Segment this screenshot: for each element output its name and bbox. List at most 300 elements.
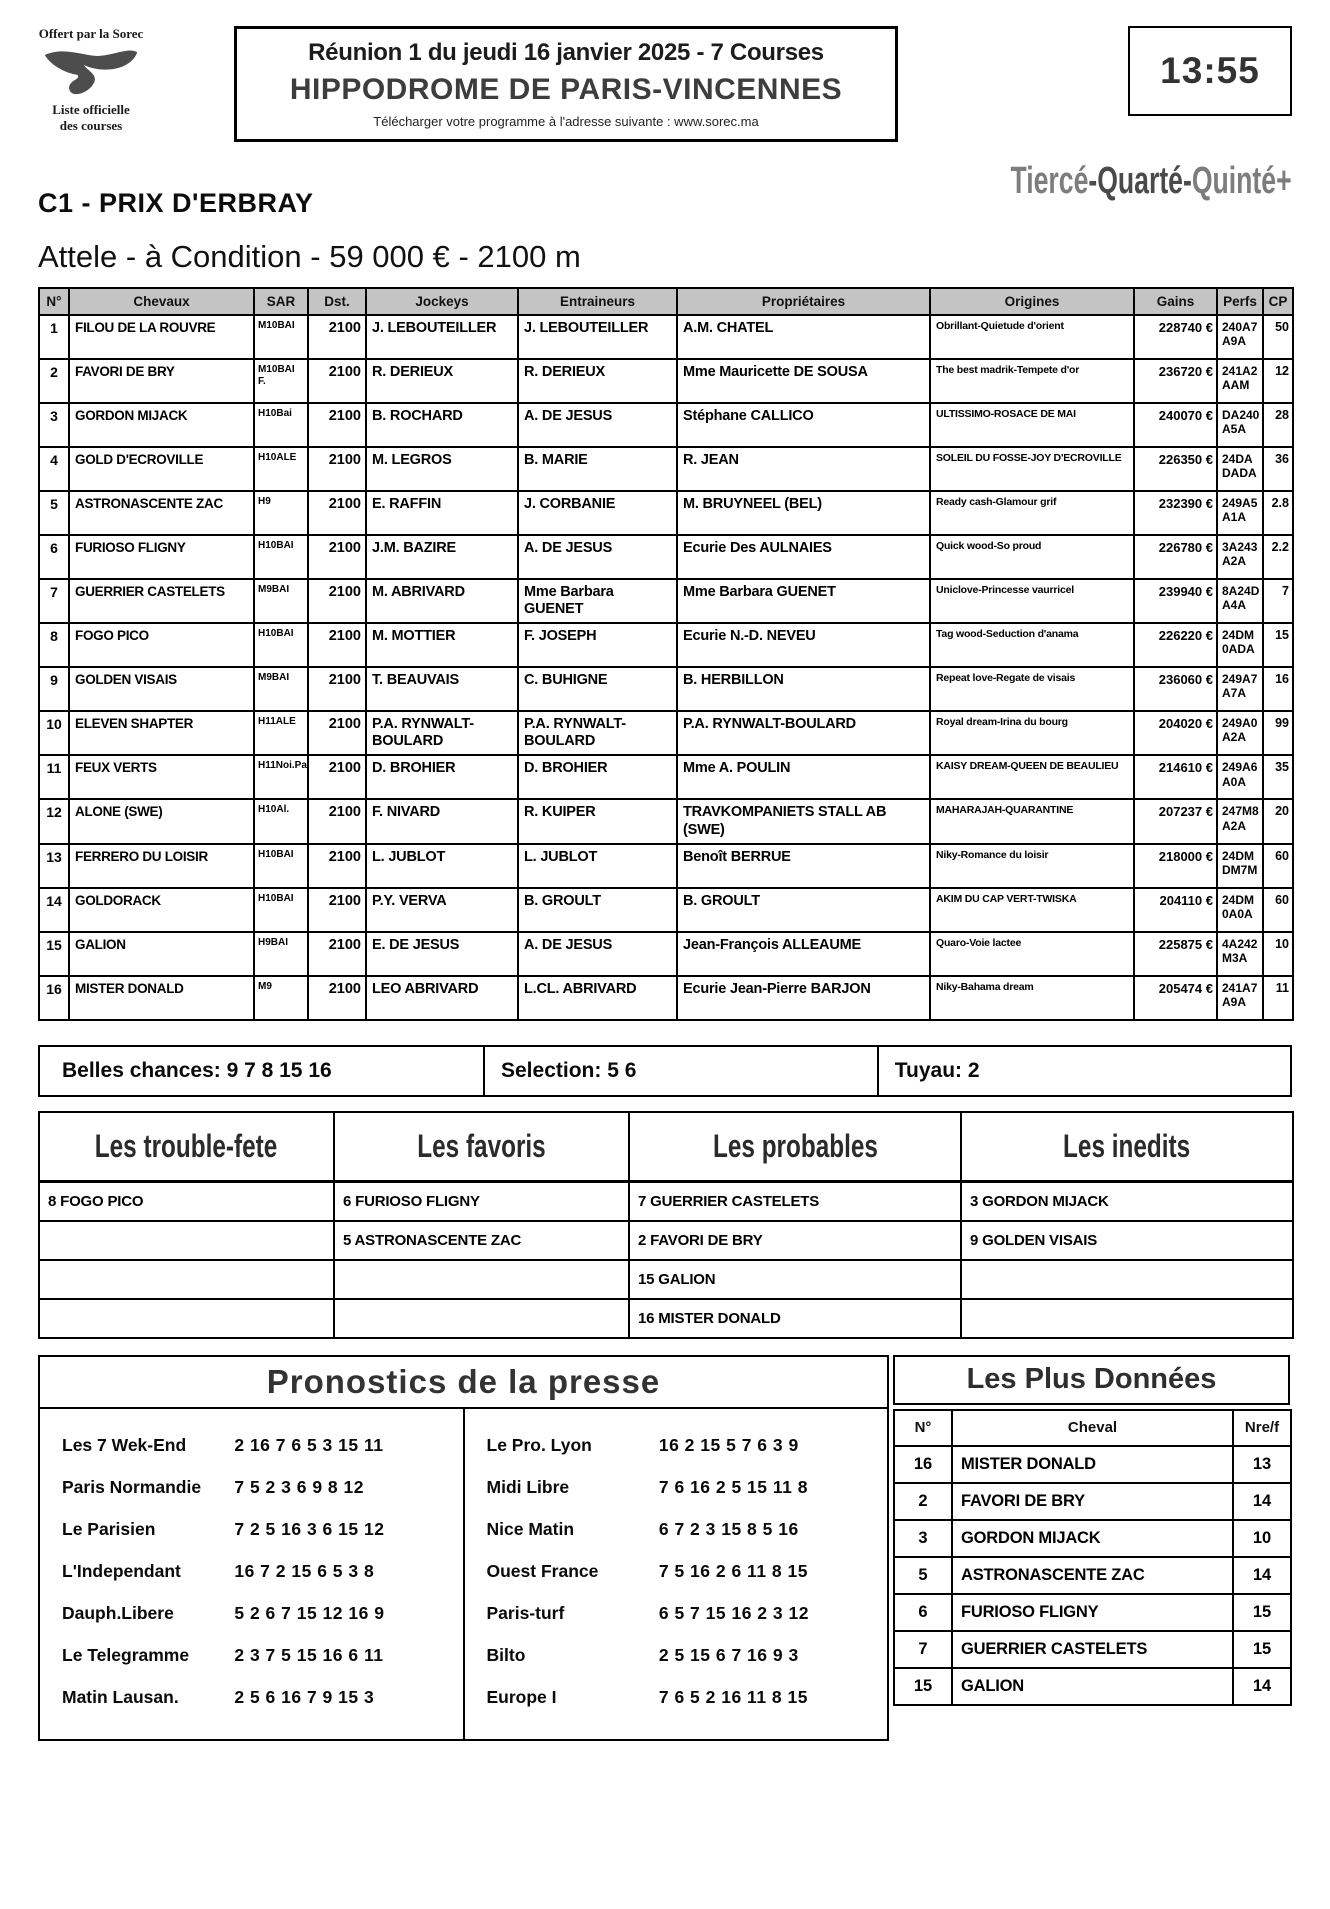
runner-name: GORDON MIJACK bbox=[69, 403, 254, 447]
runner-earnings: 228740 € bbox=[1134, 315, 1217, 359]
plus-horse-nref: 15 bbox=[1233, 1594, 1291, 1631]
summary-cell-favoris bbox=[334, 1260, 629, 1299]
runner-row bbox=[39, 932, 1293, 976]
plus-donnees-row bbox=[894, 1557, 1291, 1594]
belles-chances: Belles chances: 9 7 8 15 16 bbox=[40, 1047, 485, 1095]
runner-earnings: 226780 € bbox=[1134, 535, 1217, 579]
summary-cell-inedits bbox=[961, 1299, 1293, 1338]
runner-cp: 20 bbox=[1263, 799, 1293, 843]
chances-bar bbox=[38, 1045, 1292, 1097]
runner-sar: H9BAI bbox=[254, 932, 308, 976]
press-forecasts-box bbox=[38, 1355, 889, 1741]
runner-distance: 2100 bbox=[308, 403, 366, 447]
runner-perfs: 249A6A0A bbox=[1217, 755, 1263, 799]
runner-distance: 2100 bbox=[308, 491, 366, 535]
press-forecast-numbers: 16 2 15 5 7 6 3 9 bbox=[658, 1435, 799, 1456]
press-forecast-numbers: 2 5 15 6 7 16 9 3 bbox=[658, 1645, 799, 1666]
press-outlet-name: Dauph.Libere bbox=[62, 1603, 174, 1624]
bet-types-banner bbox=[1011, 160, 1292, 203]
runner-earnings: 205474 € bbox=[1134, 976, 1217, 1020]
runner-name: ASTRONASCENTE ZAC bbox=[69, 491, 254, 535]
selection: Selection: 5 6 bbox=[485, 1047, 879, 1095]
runner-earnings: 204110 € bbox=[1134, 888, 1217, 932]
runner-trainer: C. BUHIGNE bbox=[518, 667, 677, 711]
runner-sar: M10BAI bbox=[254, 315, 308, 359]
runner-row bbox=[39, 359, 1293, 403]
summary-cell-probables: 2 FAVORI DE BRY bbox=[629, 1221, 961, 1260]
press-column-right bbox=[465, 1409, 888, 1739]
press-forecast-row bbox=[465, 1551, 888, 1593]
press-outlet-name: Paris Normandie bbox=[62, 1477, 202, 1498]
runner-name: FERRERO DU LOISIR bbox=[69, 844, 254, 888]
runner-name: FAVORI DE BRY bbox=[69, 359, 254, 403]
runner-cp: 11 bbox=[1263, 976, 1293, 1020]
press-forecasts-title: Pronostics de la presse bbox=[40, 1357, 887, 1409]
runner-name: GOLDEN VISAIS bbox=[69, 667, 254, 711]
race-line bbox=[38, 160, 1292, 219]
bet-type-quarte: -Quarté- bbox=[1088, 160, 1193, 202]
runners-body bbox=[39, 315, 1293, 1020]
plus-horse-number: 15 bbox=[894, 1668, 952, 1705]
runner-origins: Uniclove-Princesse vaurricel bbox=[930, 579, 1134, 623]
plus-donnees-row bbox=[894, 1631, 1291, 1668]
press-outlet-name: Matin Lausan. bbox=[62, 1687, 179, 1708]
runner-perfs: 241A7A9A bbox=[1217, 976, 1263, 1020]
runner-origins: Royal dream-Irina du bourg bbox=[930, 711, 1134, 755]
runner-distance: 2100 bbox=[308, 535, 366, 579]
runner-cp: 2.8 bbox=[1263, 491, 1293, 535]
runner-cp: 7 bbox=[1263, 579, 1293, 623]
runner-sar: H10BAI bbox=[254, 623, 308, 667]
runner-row bbox=[39, 535, 1293, 579]
race-title: C1 - PRIX D'ERBRAY bbox=[38, 188, 314, 218]
runner-owner: Jean-François ALLEAUME bbox=[677, 932, 930, 976]
runner-perfs: 8A24DA4A bbox=[1217, 579, 1263, 623]
summary-row bbox=[39, 1260, 1293, 1299]
runner-distance: 2100 bbox=[308, 315, 366, 359]
runner-jockey: L. JUBLOT bbox=[366, 844, 518, 888]
column-header: Perfs bbox=[1217, 288, 1263, 315]
runner-distance: 2100 bbox=[308, 799, 366, 843]
press-forecast-numbers: 5 2 6 7 15 12 16 9 bbox=[234, 1603, 385, 1624]
runner-number: 9 bbox=[39, 667, 69, 711]
runner-jockey: LEO ABRIVARD bbox=[366, 976, 518, 1020]
runner-jockey: F. NIVARD bbox=[366, 799, 518, 843]
runner-cp: 36 bbox=[1263, 447, 1293, 491]
runner-sar: H11ALE bbox=[254, 711, 308, 755]
runner-jockey: P.Y. VERVA bbox=[366, 888, 518, 932]
column-header: Entraineurs bbox=[518, 288, 677, 315]
press-columns bbox=[40, 1409, 887, 1739]
runner-row bbox=[39, 711, 1293, 755]
runner-origins: ULTISSIMO-ROSACE DE MAI bbox=[930, 403, 1134, 447]
runner-trainer: F. JOSEPH bbox=[518, 623, 677, 667]
press-forecast-numbers: 7 5 2 3 6 9 8 12 bbox=[234, 1477, 364, 1498]
logo-caption-top: Offert par la Sorec bbox=[38, 26, 144, 41]
summary-cell-trouble-fete bbox=[39, 1260, 334, 1299]
runner-number: 14 bbox=[39, 888, 69, 932]
runner-cp: 28 bbox=[1263, 403, 1293, 447]
runner-earnings: 240070 € bbox=[1134, 403, 1217, 447]
runner-earnings: 226350 € bbox=[1134, 447, 1217, 491]
runner-owner: B. GROULT bbox=[677, 888, 930, 932]
press-outlet-name: Le Pro. Lyon bbox=[486, 1435, 592, 1456]
press-forecast-row bbox=[40, 1467, 463, 1509]
summary-cell-probables: 15 GALION bbox=[629, 1260, 961, 1299]
press-forecast-row bbox=[40, 1551, 463, 1593]
press-forecast-row bbox=[465, 1467, 888, 1509]
runner-earnings: 232390 € bbox=[1134, 491, 1217, 535]
runner-name: FEUX VERTS bbox=[69, 755, 254, 799]
runner-sar: H10ALE bbox=[254, 447, 308, 491]
runner-trainer: L.CL. ABRIVARD bbox=[518, 976, 677, 1020]
runner-sar: H9 bbox=[254, 491, 308, 535]
header-band bbox=[30, 26, 1292, 142]
runner-cp: 60 bbox=[1263, 888, 1293, 932]
runner-row bbox=[39, 755, 1293, 799]
runner-perfs: 3A243A2A bbox=[1217, 535, 1263, 579]
runner-cp: 10 bbox=[1263, 932, 1293, 976]
runner-sar: H10Bai bbox=[254, 403, 308, 447]
press-forecast-row bbox=[465, 1509, 888, 1551]
plus-donnees-row bbox=[894, 1594, 1291, 1631]
runner-jockey: E. DE JESUS bbox=[366, 932, 518, 976]
plus-horse-number: 5 bbox=[894, 1557, 952, 1594]
press-outlet-name: Le Telegramme bbox=[62, 1645, 190, 1666]
runner-name: ELEVEN SHAPTER bbox=[69, 711, 254, 755]
runner-number: 4 bbox=[39, 447, 69, 491]
runner-owner: Ecurie N.-D. NEVEU bbox=[677, 623, 930, 667]
meeting-title-box bbox=[234, 26, 898, 142]
runner-origins: KAISY DREAM-QUEEN DE BEAULIEU bbox=[930, 755, 1134, 799]
press-forecast-numbers: 2 3 7 5 15 16 6 11 bbox=[234, 1645, 384, 1666]
press-outlet-name: Ouest France bbox=[486, 1561, 599, 1582]
runner-origins: Tag wood-Seduction d'anama bbox=[930, 623, 1134, 667]
runner-origins: AKIM DU CAP VERT-TWISKA bbox=[930, 888, 1134, 932]
summary-column-header bbox=[629, 1112, 961, 1182]
summary-cell-trouble-fete bbox=[39, 1221, 334, 1260]
summary-column-header bbox=[39, 1112, 334, 1182]
press-forecast-numbers: 7 6 16 2 5 15 11 8 bbox=[658, 1477, 808, 1498]
press-forecast-numbers: 16 7 2 15 6 5 3 8 bbox=[234, 1561, 375, 1582]
plus-horse-nref: 10 bbox=[1233, 1520, 1291, 1557]
summary-cell-trouble-fete: 8 FOGO PICO bbox=[39, 1182, 334, 1221]
runner-earnings: 214610 € bbox=[1134, 755, 1217, 799]
plus-horse-nref: 14 bbox=[1233, 1557, 1291, 1594]
runner-sar: H10BAI bbox=[254, 844, 308, 888]
runner-distance: 2100 bbox=[308, 447, 366, 491]
runner-owner: B. HERBILLON bbox=[677, 667, 930, 711]
press-outlet-name: Le Parisien bbox=[62, 1519, 156, 1540]
summary-cell-trouble-fete bbox=[39, 1299, 334, 1338]
runner-owner: TRAVKOMPANIETS STALL AB (SWE) bbox=[677, 799, 930, 843]
summary-cell-favoris: 6 FURIOSO FLIGNY bbox=[334, 1182, 629, 1221]
summary-cell-probables: 16 MISTER DONALD bbox=[629, 1299, 961, 1338]
tuyau: Tuyau: 2 bbox=[894, 1058, 980, 1082]
plus-horse-name: GALION bbox=[952, 1668, 1233, 1705]
press-forecast-row bbox=[465, 1593, 888, 1635]
press-forecast-numbers: 2 16 7 6 5 3 15 11 bbox=[234, 1435, 384, 1456]
hippodrome-name: HIPPODROME DE PARIS-VINCENNES bbox=[289, 73, 843, 106]
runner-owner: Ecurie Des AULNAIES bbox=[677, 535, 930, 579]
runner-sar: H10BAI bbox=[254, 535, 308, 579]
runner-number: 10 bbox=[39, 711, 69, 755]
runner-number: 12 bbox=[39, 799, 69, 843]
runner-owner: M. BRUYNEEL (BEL) bbox=[677, 491, 930, 535]
runner-number: 15 bbox=[39, 932, 69, 976]
runner-sar: M10BAI F. bbox=[254, 359, 308, 403]
summary-cell-favoris: 5 ASTRONASCENTE ZAC bbox=[334, 1221, 629, 1260]
press-forecast-numbers: 7 2 5 16 3 6 15 12 bbox=[234, 1519, 385, 1540]
runner-jockey: J.M. BAZIRE bbox=[366, 535, 518, 579]
plus-horse-nref: 15 bbox=[1233, 1631, 1291, 1668]
runner-cp: 35 bbox=[1263, 755, 1293, 799]
runner-row bbox=[39, 491, 1293, 535]
column-header: CP bbox=[1263, 288, 1293, 315]
runner-earnings: 239940 € bbox=[1134, 579, 1217, 623]
runner-cp: 99 bbox=[1263, 711, 1293, 755]
plus-donnees-row bbox=[894, 1446, 1291, 1483]
runner-trainer: Mme Barbara GUENET bbox=[518, 579, 677, 623]
runner-jockey: M. LEGROS bbox=[366, 447, 518, 491]
plus-horse-name: MISTER DONALD bbox=[952, 1446, 1233, 1483]
plus-donnees-table bbox=[893, 1409, 1292, 1706]
runner-distance: 2100 bbox=[308, 667, 366, 711]
runner-sar: M9BAI bbox=[254, 579, 308, 623]
logo-caption-line1: Liste officielle bbox=[52, 102, 130, 117]
runner-sar: H10BAI bbox=[254, 888, 308, 932]
runner-number: 7 bbox=[39, 579, 69, 623]
press-forecast-row bbox=[465, 1677, 888, 1719]
plus-horse-name: ASTRONASCENTE ZAC bbox=[952, 1557, 1233, 1594]
runner-perfs: 249A0A2A bbox=[1217, 711, 1263, 755]
summary-column-header bbox=[961, 1112, 1293, 1182]
runner-row bbox=[39, 403, 1293, 447]
runner-name: GALION bbox=[69, 932, 254, 976]
runner-distance: 2100 bbox=[308, 976, 366, 1020]
runner-number: 5 bbox=[39, 491, 69, 535]
plus-horse-nref: 14 bbox=[1233, 1483, 1291, 1520]
press-outlet-name: L'Independant bbox=[62, 1561, 181, 1582]
press-forecast-row bbox=[465, 1635, 888, 1677]
race-time: 13:55 bbox=[1128, 26, 1292, 116]
runners-table bbox=[38, 287, 1294, 1021]
runner-origins: MAHARAJAH-QUARANTINE bbox=[930, 799, 1134, 843]
column-header: Propriétaires bbox=[677, 288, 930, 315]
summary-row bbox=[39, 1299, 1293, 1338]
column-header: Dst. bbox=[308, 288, 366, 315]
press-column-left bbox=[40, 1409, 465, 1739]
runner-origins: Niky-Bahama dream bbox=[930, 976, 1134, 1020]
runner-trainer: J. CORBANIE bbox=[518, 491, 677, 535]
runner-origins: Quick wood-So proud bbox=[930, 535, 1134, 579]
runner-perfs: 24DADADA bbox=[1217, 447, 1263, 491]
runner-owner: P.A. RYNWALT-BOULARD bbox=[677, 711, 930, 755]
runner-name: GOLD D'ECROVILLE bbox=[69, 447, 254, 491]
press-forecast-numbers: 7 6 5 2 16 11 8 15 bbox=[658, 1687, 808, 1708]
runner-number: 2 bbox=[39, 359, 69, 403]
runner-sar: M9BAI bbox=[254, 667, 308, 711]
runner-number: 1 bbox=[39, 315, 69, 359]
plus-horse-name: FURIOSO FLIGNY bbox=[952, 1594, 1233, 1631]
summary-cell-inedits: 3 GORDON MIJACK bbox=[961, 1182, 1293, 1221]
plus-horse-nref: 14 bbox=[1233, 1668, 1291, 1705]
runner-owner: Ecurie Jean-Pierre BARJON bbox=[677, 976, 930, 1020]
press-forecast-row bbox=[40, 1593, 463, 1635]
press-outlet-name: Paris-turf bbox=[486, 1603, 565, 1624]
runner-owner: Stéphane CALLICO bbox=[677, 403, 930, 447]
runner-number: 3 bbox=[39, 403, 69, 447]
summary-cell-inedits: 9 GOLDEN VISAIS bbox=[961, 1221, 1293, 1260]
runners-header-row bbox=[39, 288, 1293, 315]
press-forecast-row bbox=[40, 1677, 463, 1719]
plus-donnees-row bbox=[894, 1668, 1291, 1705]
runner-trainer: R. DERIEUX bbox=[518, 359, 677, 403]
press-outlet-name: Les 7 Wek-End bbox=[62, 1435, 187, 1456]
runner-row bbox=[39, 888, 1293, 932]
plus-donnees-column-header: N° bbox=[894, 1410, 952, 1446]
plus-horse-number: 2 bbox=[894, 1483, 952, 1520]
runner-perfs: 24DM0ADA bbox=[1217, 623, 1263, 667]
press-outlet-name: Europe I bbox=[486, 1687, 557, 1708]
runner-earnings: 236060 € bbox=[1134, 667, 1217, 711]
runner-distance: 2100 bbox=[308, 711, 366, 755]
runner-jockey: J. LEBOUTEILLER bbox=[366, 315, 518, 359]
runner-perfs: 4A242M3A bbox=[1217, 932, 1263, 976]
runner-jockey: T. BEAUVAIS bbox=[366, 667, 518, 711]
runner-jockey: R. DERIEUX bbox=[366, 359, 518, 403]
runner-owner: Benoît BERRUE bbox=[677, 844, 930, 888]
runner-row bbox=[39, 579, 1293, 623]
runner-origins: Quaro-Voie lactee bbox=[930, 932, 1134, 976]
column-header: N° bbox=[39, 288, 69, 315]
press-forecast-row bbox=[40, 1635, 463, 1677]
runner-cp: 50 bbox=[1263, 315, 1293, 359]
sorec-horse-icon bbox=[38, 44, 144, 102]
plus-horse-number: 6 bbox=[894, 1594, 952, 1631]
runner-distance: 2100 bbox=[308, 755, 366, 799]
press-forecast-row bbox=[465, 1425, 888, 1467]
runner-distance: 2100 bbox=[308, 359, 366, 403]
press-forecast-numbers: 2 5 6 16 7 9 15 3 bbox=[234, 1687, 375, 1708]
runner-name: FILOU DE LA ROUVRE bbox=[69, 315, 254, 359]
runner-distance: 2100 bbox=[308, 888, 366, 932]
runner-trainer: A. DE JESUS bbox=[518, 932, 677, 976]
runner-trainer: J. LEBOUTEILLER bbox=[518, 315, 677, 359]
runner-earnings: 226220 € bbox=[1134, 623, 1217, 667]
runner-owner: Mme Barbara GUENET bbox=[677, 579, 930, 623]
runner-trainer: P.A. RYNWALT-BOULARD bbox=[518, 711, 677, 755]
runner-trainer: D. BROHIER bbox=[518, 755, 677, 799]
logo-caption-line2: des courses bbox=[59, 118, 123, 134]
runner-origins: The best madrik-Tempete d'or bbox=[930, 359, 1134, 403]
runner-perfs: 247M8A2A bbox=[1217, 799, 1263, 843]
runner-distance: 2100 bbox=[308, 844, 366, 888]
plus-horse-number: 3 bbox=[894, 1520, 952, 1557]
runner-row bbox=[39, 315, 1293, 359]
runner-owner: A.M. CHATEL bbox=[677, 315, 930, 359]
runner-number: 13 bbox=[39, 844, 69, 888]
runner-perfs: 249A7A7A bbox=[1217, 667, 1263, 711]
runner-row bbox=[39, 799, 1293, 843]
column-header: Jockeys bbox=[366, 288, 518, 315]
plus-horse-name: GUERRIER CASTELETS bbox=[952, 1631, 1233, 1668]
runner-trainer: L. JUBLOT bbox=[518, 844, 677, 888]
press-forecast-row bbox=[40, 1425, 463, 1467]
runner-row bbox=[39, 844, 1293, 888]
column-header: SAR bbox=[254, 288, 308, 315]
summary-body bbox=[39, 1182, 1293, 1338]
plus-donnees-row bbox=[894, 1520, 1291, 1557]
column-header: Chevaux bbox=[69, 288, 254, 315]
runner-owner: R. JEAN bbox=[677, 447, 930, 491]
summary-header-row bbox=[39, 1112, 1293, 1182]
runner-origins: Ready cash-Glamour grif bbox=[930, 491, 1134, 535]
runner-row bbox=[39, 447, 1293, 491]
runner-cp: 16 bbox=[1263, 667, 1293, 711]
runner-earnings: 225875 € bbox=[1134, 932, 1217, 976]
race-conditions: Attele - à Condition - 59 000 € - 2100 m bbox=[38, 239, 581, 274]
summary-cell-inedits bbox=[961, 1260, 1293, 1299]
summary-row bbox=[39, 1221, 1293, 1260]
press-outlet-name: Nice Matin bbox=[486, 1519, 575, 1540]
meeting-title: Réunion 1 du jeudi 16 janvier 2025 - 7 Courses bbox=[308, 39, 824, 66]
summary-cell-favoris bbox=[334, 1299, 629, 1338]
runner-name: FOGO PICO bbox=[69, 623, 254, 667]
runner-name: FURIOSO FLIGNY bbox=[69, 535, 254, 579]
runner-owner: Mme A. POULIN bbox=[677, 755, 930, 799]
plus-horse-name: GORDON MIJACK bbox=[952, 1520, 1233, 1557]
runner-origins: Obrillant-Quietude d'orient bbox=[930, 315, 1134, 359]
runner-number: 11 bbox=[39, 755, 69, 799]
plus-horse-number: 16 bbox=[894, 1446, 952, 1483]
runner-earnings: 204020 € bbox=[1134, 711, 1217, 755]
runner-trainer: A. DE JESUS bbox=[518, 403, 677, 447]
bottom-section bbox=[38, 1355, 1292, 1741]
runner-row bbox=[39, 667, 1293, 711]
runner-name: MISTER DONALD bbox=[69, 976, 254, 1020]
plus-donnees-column-header: Nre/f bbox=[1233, 1410, 1291, 1446]
runner-earnings: 218000 € bbox=[1134, 844, 1217, 888]
runner-cp: 15 bbox=[1263, 623, 1293, 667]
runner-sar: H10Al. bbox=[254, 799, 308, 843]
runner-jockey: D. BROHIER bbox=[366, 755, 518, 799]
runner-earnings: 207237 € bbox=[1134, 799, 1217, 843]
runner-perfs: 24DM0A0A bbox=[1217, 888, 1263, 932]
column-header: Origines bbox=[930, 288, 1134, 315]
runner-row bbox=[39, 623, 1293, 667]
summary-row bbox=[39, 1182, 1293, 1221]
runner-cp: 2.2 bbox=[1263, 535, 1293, 579]
download-note: Télécharger votre programme à l'adresse suivante : www.sorec.ma bbox=[373, 114, 759, 129]
summary-column-label: Les probables bbox=[712, 1127, 878, 1164]
plus-donnees-row bbox=[894, 1483, 1291, 1520]
runner-perfs: DA240A5A bbox=[1217, 403, 1263, 447]
runner-name: GUERRIER CASTELETS bbox=[69, 579, 254, 623]
runner-origins: Repeat love-Regate de visais bbox=[930, 667, 1134, 711]
runner-name: GOLDORACK bbox=[69, 888, 254, 932]
runner-distance: 2100 bbox=[308, 579, 366, 623]
runner-number: 8 bbox=[39, 623, 69, 667]
press-outlet-name: Bilto bbox=[486, 1645, 526, 1666]
plus-donnees-header-row bbox=[894, 1410, 1291, 1446]
summary-column-label: Les inedits bbox=[1063, 1127, 1191, 1164]
bet-type-quinte: Quinté+ bbox=[1192, 160, 1292, 202]
plus-donnees-column-header: Cheval bbox=[952, 1410, 1233, 1446]
runner-jockey: B. ROCHARD bbox=[366, 403, 518, 447]
runner-cp: 60 bbox=[1263, 844, 1293, 888]
runner-origins: Niky-Romance du loisir bbox=[930, 844, 1134, 888]
